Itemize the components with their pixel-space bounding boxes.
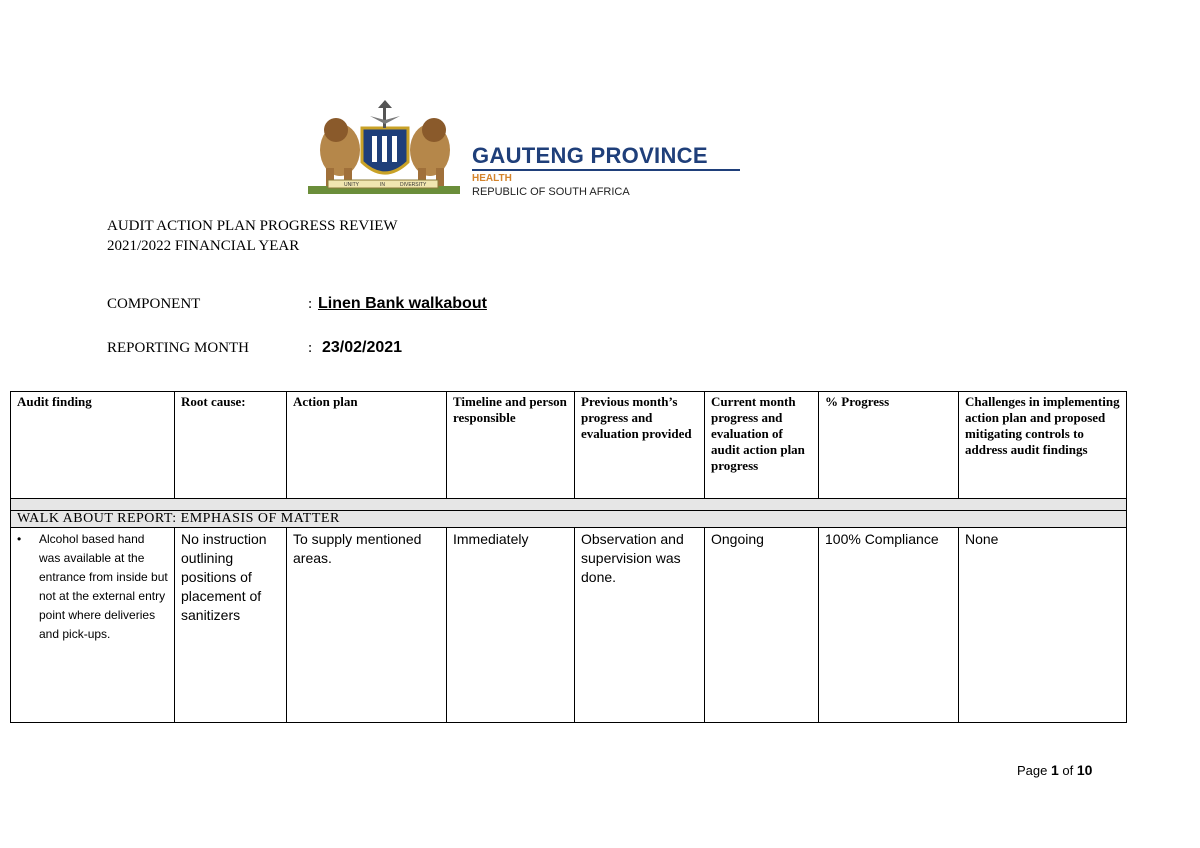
component-label: COMPONENT bbox=[107, 296, 201, 312]
logo-title: GAUTENG PROVINCE bbox=[472, 143, 708, 168]
header-percent-progress: % Progress bbox=[819, 392, 959, 499]
reporting-month-label: REPORTING MONTH bbox=[107, 340, 250, 356]
section-title: WALK ABOUT REPORT: EMPHASIS OF MATTER bbox=[11, 511, 1127, 528]
page-number bbox=[1017, 762, 1092, 778]
report-financial-year: 2021/2022 FINANCIAL YEAR bbox=[107, 238, 300, 254]
component-value: Linen Bank walkabout bbox=[318, 295, 487, 312]
cell-previous-progress: Observation and supervision was done. bbox=[575, 528, 705, 723]
header-timeline: Timeline and person responsible bbox=[447, 392, 575, 499]
cell-audit-finding bbox=[11, 528, 175, 723]
cell-root-cause: No instruction outlining positions of placement of sanitizers bbox=[175, 528, 287, 723]
page-word: Page bbox=[1017, 763, 1048, 778]
cell-action-plan: To supply mentioned areas. bbox=[287, 528, 447, 723]
header-audit-finding: Audit finding bbox=[11, 392, 175, 499]
gauteng-health-logo bbox=[300, 100, 748, 202]
audit-action-table bbox=[10, 391, 1127, 723]
header-root-cause: Root cause: bbox=[175, 392, 287, 499]
logo-text-block bbox=[472, 144, 740, 199]
logo-department: HEALTH bbox=[472, 173, 512, 184]
of-word: of bbox=[1062, 763, 1074, 778]
cell-timeline: Immediately bbox=[447, 528, 575, 723]
component-colon: : bbox=[308, 296, 313, 312]
motto-in: IN bbox=[380, 182, 385, 188]
report-title: AUDIT ACTION PLAN PROGRESS REVIEW bbox=[107, 218, 398, 234]
cell-percent-progress: 100% Compliance bbox=[819, 528, 959, 723]
motto-diversity: DIVERSITY bbox=[400, 182, 427, 188]
page-current: 1 bbox=[1051, 762, 1059, 778]
logo-divider bbox=[472, 169, 740, 171]
table-spacer-row bbox=[11, 499, 1127, 511]
table-row bbox=[11, 528, 1127, 723]
audit-finding-text: Alcohol based hand was available at the entrance from inside but not at the external entry point where deliveries and pick-ups. bbox=[39, 532, 168, 641]
motto-unity: UNITY bbox=[344, 182, 359, 188]
reporting-month-value: 23/02/2021 bbox=[322, 339, 403, 356]
logo-country: REPUBLIC OF SOUTH AFRICA bbox=[472, 186, 630, 198]
header-action-plan: Action plan bbox=[287, 392, 447, 499]
cell-current-progress: Ongoing bbox=[705, 528, 819, 723]
cell-challenges: None bbox=[959, 528, 1127, 723]
coat-of-arms-icon bbox=[300, 100, 468, 202]
table-section-row bbox=[11, 511, 1127, 528]
header-previous-progress: Previous month’s progress and evaluation provided bbox=[575, 392, 705, 499]
table-header-row bbox=[11, 392, 1127, 499]
reporting-month-colon: : bbox=[308, 340, 313, 356]
bullet-icon: • bbox=[17, 532, 22, 546]
header-challenges: Challenges in implementing action plan and proposed mitigating controls to address audit findings bbox=[959, 392, 1127, 499]
page-total: 10 bbox=[1076, 762, 1093, 778]
header-current-progress: Current month progress and evaluation of audit action plan progress bbox=[705, 392, 819, 499]
